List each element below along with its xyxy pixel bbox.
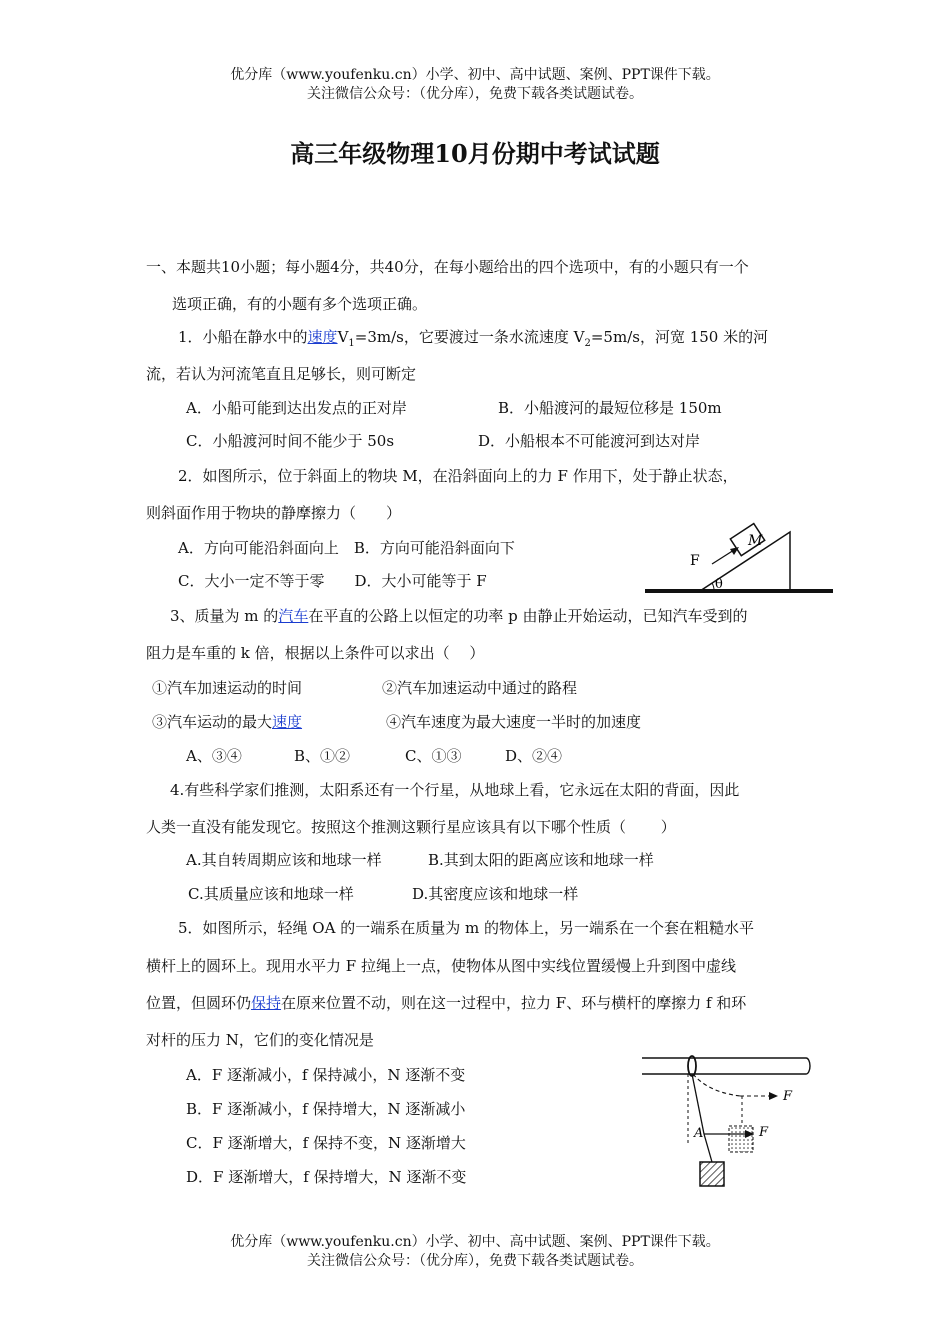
q1-option-d: D．小船根本不可能渡河到达对岸	[478, 432, 701, 450]
q3-item-2: ②汽车加速运动中通过的路程	[382, 679, 578, 697]
q4-option-a: A.其自转周期应该和地球一样	[186, 851, 382, 869]
label-f: F	[690, 553, 700, 569]
q5-line-2: 横杆上的圆环上。现用水平力 F 拉绳上一点，使物体从图中实线位置缓慢上升到图中虚线	[146, 957, 736, 975]
q2-line-1: 2．如图所示，位于斜面上的物块 M，在沿斜面向上的力 F 作用下，处于静止状态，	[178, 467, 738, 485]
q5-option-c: C．F 逐渐增大，f 保持不变，N 逐渐增大	[186, 1134, 466, 1152]
weight-block	[700, 1162, 724, 1186]
label-m: M	[748, 533, 763, 549]
header-line-2: 关注微信公众号：（优分库），免费下载各类试题试卷。	[307, 86, 643, 102]
section-intro-line-2: 选项正确，有的小题有多个选项正确。	[172, 295, 428, 313]
q5-option-d: D．F 逐渐增大，f 保持增大，N 逐渐不变	[186, 1168, 467, 1186]
q3-text-pre: 3、质量为 m 的	[170, 607, 279, 625]
q1-v1-subscript: 1	[348, 338, 355, 349]
ring	[688, 1056, 696, 1076]
q1-speed-link[interactable]: 速度	[307, 328, 338, 346]
q4-line-1: 4.有些科学家们推测，太阳系还有一个行星，从地球上看，它永远在太阳的背面，因此	[170, 781, 740, 799]
q5-keep-link[interactable]: 保持	[251, 994, 282, 1012]
footer-line-2: 关注微信公众号：（优分库），免费下载各类试题试卷。	[307, 1253, 643, 1269]
q5-rope-figure	[638, 1050, 813, 1192]
dashed-weight	[729, 1126, 753, 1152]
q5-line-3	[146, 992, 746, 1013]
q3-line-1	[170, 605, 747, 626]
rope-segment-upper	[692, 1074, 704, 1134]
q3-line-2: 阻力是车重的 k 倍，根据以上条件可以求出（ ）	[146, 644, 485, 662]
q1-line-2: 流，若认为河流笔直且足够长，则可断定	[146, 365, 417, 383]
q3-option-b: B、①②	[294, 747, 351, 765]
q4-option-b: B.其到太阳的距离应该和地球一样	[428, 851, 654, 869]
q2-line-2: 则斜面作用于物块的静摩擦力（ ）	[146, 504, 402, 522]
label-f-solid: F	[759, 1125, 769, 1140]
q1-option-a: A．小船可能到达出发点的正对岸	[186, 399, 407, 417]
label-a: A	[694, 1126, 704, 1141]
q1-line-1	[178, 326, 768, 349]
q1-text-pre: 1．小船在静水中的	[178, 328, 308, 346]
q5-line-3-pre: 位置，但圆环仍	[146, 994, 252, 1012]
force-dashed-arrowhead	[769, 1092, 778, 1100]
q2-options-ab: A．方向可能沿斜面向上 B．方向可能沿斜面向下	[178, 539, 515, 557]
force-arrow-line	[712, 550, 734, 564]
q3-text-post: 在平直的公路上以恒定的功率 p 由静止开始运动，已知汽车受到的	[308, 607, 748, 625]
q4-option-d: D.其密度应该和地球一样	[412, 885, 579, 903]
q5-line-3-post: 在原来位置不动，则在这一过程中，拉力 F、环与横杆的摩擦力 f 和环	[281, 994, 747, 1012]
q5-line-1: 5．如图所示，轻绳 OA 的一端系在质量为 m 的物体上，另一端系在一个套在粗糙水平	[178, 919, 754, 937]
q1-text-mid: =3m/s，它要渡过一条水流速度 V	[354, 328, 585, 346]
q3-item-4: ④汽车速度为最大速度一半时的加速度	[386, 713, 642, 731]
q5-option-b: B．F 逐渐减小，f 保持增大，N 逐渐减小	[186, 1100, 466, 1118]
q3-item-3	[152, 711, 302, 732]
rope-segment-lower	[704, 1134, 712, 1162]
rope-dashed	[693, 1074, 740, 1096]
q2-options-cd: C．大小一定不等于零 D．大小可能等于 F	[178, 572, 487, 590]
q3-option-d: D、②④	[505, 747, 563, 765]
q5-line-4: 对杆的压力 N，它们的变化情况是	[146, 1031, 374, 1049]
q1-option-c: C．小船渡河时间不能少于 50s	[186, 432, 395, 450]
q4-option-c: C.其质量应该和地球一样	[188, 885, 354, 903]
q2-incline-figure	[640, 520, 840, 600]
header-line-1: 优分库（www.youfenku.cn）小学、初中、高中试题、案例、PPT课件下载。	[230, 67, 720, 83]
q3-speed-link[interactable]: 速度	[272, 713, 303, 731]
label-theta: θ	[715, 577, 723, 592]
q3-option-a: A、③④	[186, 747, 242, 765]
q1-option-b: B．小船渡河的最短位移是 150m	[498, 399, 722, 417]
footer-line-1: 优分库（www.youfenku.cn）小学、初中、高中试题、案例、PPT课件下载。	[230, 1234, 720, 1250]
q3-item-3-text: ③汽车运动的最大	[152, 713, 273, 731]
q5-option-a: A．F 逐渐减小，f 保持减小，N 逐渐不变	[186, 1066, 466, 1084]
q3-car-link[interactable]: 汽车	[278, 607, 309, 625]
section-intro-line-1: 一、本题共10小题；每小题4分，共40分，在每小题给出的四个选项中，有的小题只有一个	[146, 258, 749, 276]
q1-v2-subscript: 2	[584, 338, 591, 349]
q1-v1: V	[337, 328, 349, 346]
q3-option-c: C、①③	[405, 747, 462, 765]
q4-line-2: 人类一直没有能发现它。按照这个推测这颗行星应该具有以下哪个性质（ ）	[146, 818, 676, 836]
label-f-dashed: F	[783, 1089, 793, 1104]
bar-end	[806, 1058, 810, 1074]
q1-text-post: =5m/s，河宽 150 米的河	[590, 328, 769, 346]
page-title: 高三年级物理10月份期中考试试题	[290, 139, 660, 168]
q3-item-1: ①汽车加速运动的时间	[152, 679, 303, 697]
